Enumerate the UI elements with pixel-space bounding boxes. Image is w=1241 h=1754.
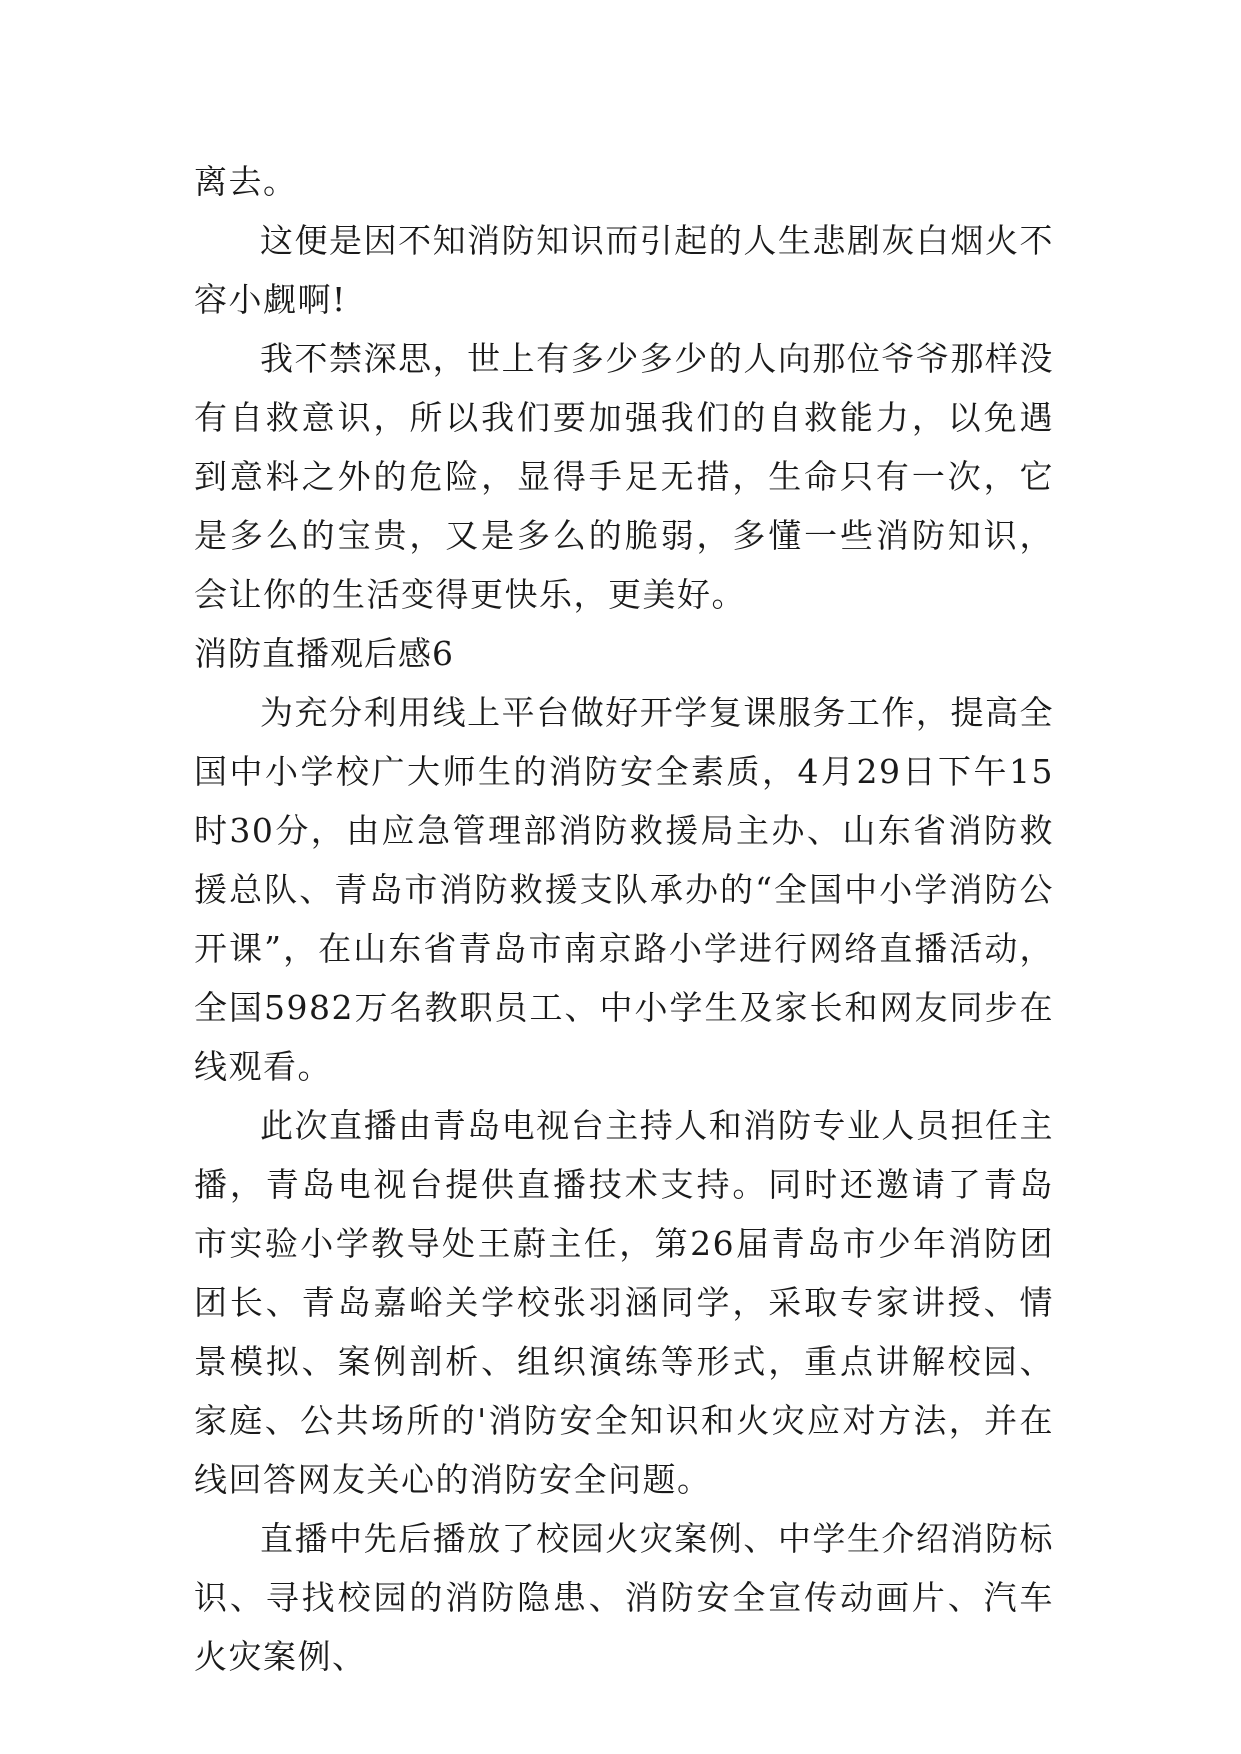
paragraph-2: 这便是因不知消防知识而引起的人生悲剧灰白烟火不容小觑啊! [194, 221, 1054, 319]
paragraph-5: 此次直播由青岛电视台主持人和消防专业人员担任主播，青岛电视台提供直播技术支持。同时还邀请了青岛市实验小学教导处王蔚主任，第26届青岛市少年消防团团长、青岛嘉峪关学校张羽涵同学，采取专家讲授、情景模拟、案例剖析、组织演练等形式，重点讲解校园、家庭、公共场所的'消防安全知识和火灾应对方法，并在线回答网友关心的消防安全问题。 [194, 1106, 1054, 1499]
paragraph-3: 我不禁深思，世上有多少多少的人向那位爷爷那样没有自救意识，所以我们要加强我们的自救能力，以免遇到意料之外的危险，显得手足无措，生命只有一次，它是多么的宝贵，又是多么的脆弱，多懂一些消防知识，会让你的生活变得更快乐，更美好。 [194, 339, 1054, 614]
document-body [194, 152, 1054, 1686]
section-heading: 消防直播观后感6 [194, 634, 454, 673]
paragraph-4: 为充分利用线上平台做好开学复课服务工作，提高全国中小学校广大师生的消防安全素质，4月29日下午15时30分，由应急管理部消防救援局主办、山东省消防救援总队、青岛市消防救援支队承办的“全国中小学消防公开课”，在山东省青岛市南京路小学进行网络直播活动，全国5982万名教职员工、中小学生及家长和网友同步在线观看。 [194, 693, 1054, 1086]
paragraph-1: 离去。 [194, 162, 298, 201]
paragraph-6: 直播中先后播放了校园火灾案例、中学生介绍消防标识、寻找校园的消防隐患、消防安全宣传动画片、汽车火灾案例、 [194, 1519, 1054, 1676]
